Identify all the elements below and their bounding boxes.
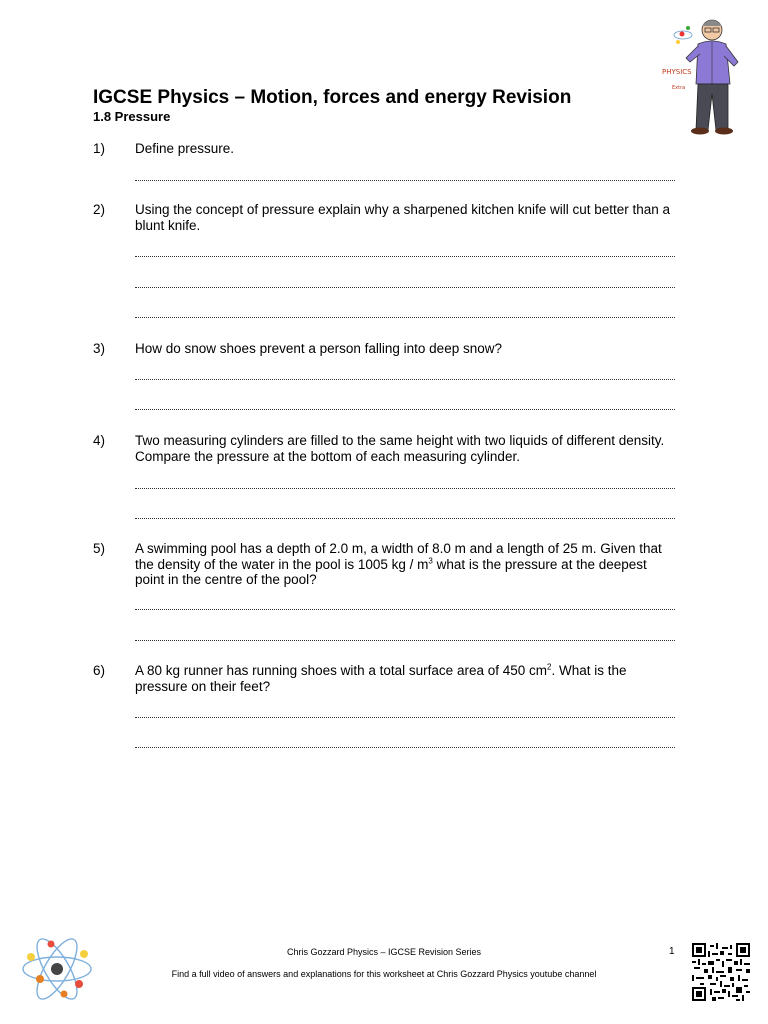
question-text-part: what is the pressure at the deepest point in the centre of the pool? bbox=[135, 556, 647, 587]
mascot-label-physics: PHYSICS bbox=[662, 68, 692, 76]
question-text: Two measuring cylinders are filled to the same height with two liquids of different density. Compare the pressure at the bottom of each measuring cylinder. bbox=[135, 433, 665, 464]
question-number: 5) bbox=[93, 541, 106, 556]
question-text: Using the concept of pressure explain why a sharpened kitchen knife will cut better than a blunt knife. bbox=[135, 202, 671, 233]
mascot-label-extra: Extra bbox=[672, 85, 686, 91]
footer-note: Find a full video of answers and explanations for this worksheet at Chris Gozzard Physics youtube channel bbox=[171, 969, 597, 979]
physics-mascot-illustration bbox=[660, 12, 748, 136]
question-text bbox=[135, 541, 675, 588]
question-text-part: . What is the pressure on their feet? bbox=[135, 663, 627, 694]
question-number: 1) bbox=[93, 141, 106, 156]
question-text-part: A 80 kg runner has running shoes with a total surface area of 450 cm bbox=[135, 663, 547, 678]
page-title: IGCSE Physics – Motion, forces and energy Revision bbox=[93, 87, 572, 108]
qr-code-icon[interactable] bbox=[690, 943, 752, 1001]
answer-line[interactable] bbox=[135, 256, 675, 257]
superscript: 2 bbox=[547, 662, 552, 672]
page-number: 1 bbox=[669, 946, 675, 957]
answer-line[interactable] bbox=[135, 379, 675, 380]
answer-line[interactable] bbox=[135, 640, 675, 641]
superscript: 3 bbox=[428, 556, 433, 565]
answer-line[interactable] bbox=[135, 180, 675, 181]
answer-line[interactable] bbox=[135, 317, 675, 318]
question-number: 2) bbox=[93, 202, 106, 217]
answer-line[interactable] bbox=[135, 287, 675, 288]
question-number: 3) bbox=[93, 341, 106, 356]
question-text bbox=[135, 663, 675, 694]
answer-line[interactable] bbox=[135, 609, 675, 610]
answer-line[interactable] bbox=[135, 488, 675, 489]
question-text-part: A swimming pool has a depth of 2.0 m, a width of 8.0 m and a length of 25 m. Given that the density of the water in the pool is 1005 kg / m bbox=[135, 541, 662, 572]
question-text: Define pressure. bbox=[135, 141, 235, 156]
question-number: 4) bbox=[93, 433, 106, 448]
question-text: How do snow shoes prevent a person falling into deep snow? bbox=[135, 341, 502, 356]
footer-credit: Chris Gozzard Physics – IGCSE Revision Series bbox=[286, 947, 482, 957]
page-subtitle: 1.8 Pressure bbox=[93, 109, 171, 124]
answer-line[interactable] bbox=[135, 717, 675, 718]
question-number: 6) bbox=[93, 663, 106, 678]
answer-line[interactable] bbox=[135, 747, 675, 748]
answer-line[interactable] bbox=[135, 518, 675, 519]
answer-line[interactable] bbox=[135, 409, 675, 410]
